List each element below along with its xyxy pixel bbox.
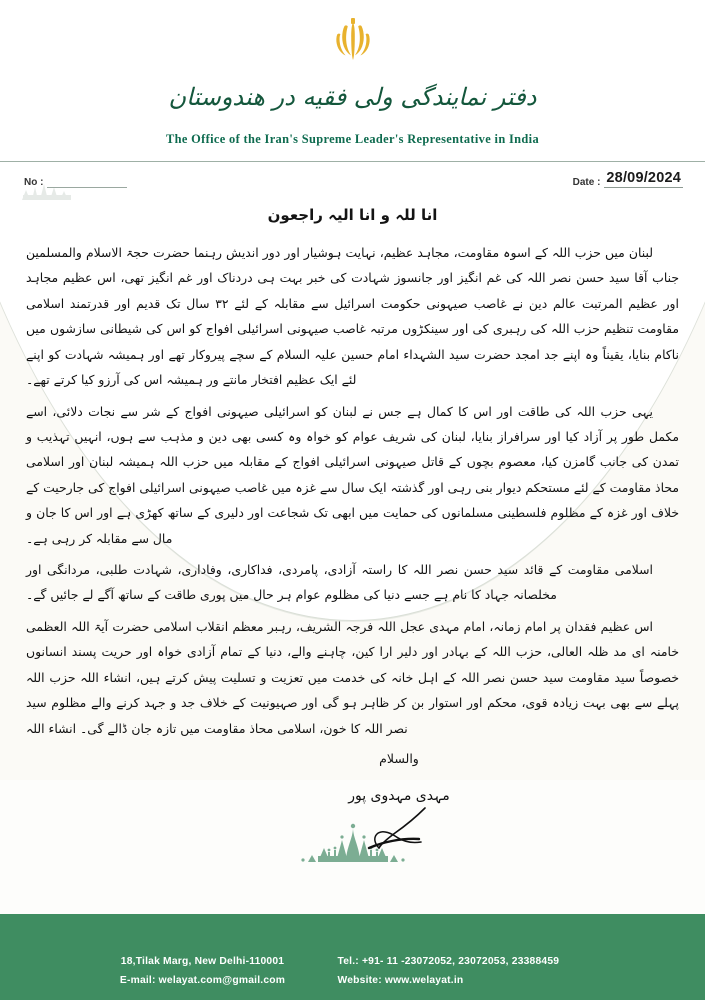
footer-contact-info xyxy=(0,956,705,986)
footer-address: 18,Tilak Marg, New Delhi-110001 xyxy=(120,956,285,967)
letterhead-header xyxy=(0,0,705,147)
invocation-line: انا للہ و انا الیہ راجعون xyxy=(267,206,438,224)
body-paragraph: لبنان میں حزب اللہ کے اسوہ مقاومت، مجاہد عظیم، نہایت ہوشیار اور دور اندیش رہنما حضرت حجۃ الاسلام والمسلمین جناب آقا سید حسن نصر اللہ کی غم انگیز اور جانسوز شہادت کی خبر بہت ہی دردناک اور غم انگیز تھی، اس عظیم مجاہد اور عظیم المرتبت عالم دین نے غاصب صیہونی حکومت اسرائیل سے مقابلہ کے لئے ۳۲ سال تک قدیم اور قدرتمند اسلامی مقاومت تنظیم حزب اللہ کی رہبری کی اور سینکڑوں مرتبہ غاصب صیہونی اسرائیلی افواج کو اس کی شیطانی سازشوں میں ناکام بنایا، یقیناً وہ اپنے جد امجد حضرت سید الشہداء امام حسین علیہ السلام کے سچے پیروکار تھے اور ہمیشہ شہادت کو اپنے لئے ایک عظیم افتخار مانتے ور ہمیشہ اس کی آرزو کیا کرتے تھے۔ xyxy=(26,245,679,388)
iran-emblem-icon xyxy=(332,16,374,64)
footer-website[interactable]: Website: www.welayat.in xyxy=(337,975,464,986)
footer-telephone: Tel.: +91- 11 -23072052, 23072053, 23388459 xyxy=(337,956,560,967)
footer-address-column xyxy=(68,956,338,986)
body-paragraph: اس عظیم فقدان پر امام زمانہ، امام مہدی عجل اللہ فرجہ الشریف، رہبر معظم انقلاب اسلامی حضرت آیۃ اللہ العظمی خامنہ ای مد ظلہ العالی، حزب اللہ کے بہادر اور دلیر ارا کین، چاہنے والے، دنیا کے تمام آزادی خواہ اور حریت پسند انسانوں خصوصاً سید مقاومت سید حسن نصر اللہ کے اہل خانہ کی خدمت میں تعزیت و تسلیت پیش کرتے ہیں، انشاء اللہ حزب اللہ پہلے سے بھی بہت زیادہ قوی، محکم اور استوار بن کر ظاہر ہو گی اور صہیونیت کے خلاف جد و جہد کرنے والے مظلوم سید نصر اللہ کا خون، اسلامی محاذ مقاومت میں تازہ جان ڈالے گی۔ انشاء اللہ xyxy=(26,618,679,736)
body-paragraph: یہی حزب اللہ کی طاقت اور اس کا کمال ہے جس نے لبنان کو اسرائیلی صیہونی افواج کے شر سے نجات دلائی، اسے مکمل طور پر آزاد کیا اور سرافراز بنایا، لبنان کی شریف عوام کو خواہ وہ کسی بھی دین و مذہب سے ہوں، انہیں تہذیب و تمدن کی جانب گامزن کیا، معصوم بچوں کے قاتل صیہونی اسرائیلی افواج کے مقابلہ میں حزب اللہ ہمیشہ لبنان اور اسلامی محاذ مقاومت کے لئے مستحکم دیوار بنی رہی اور گذشتہ ایک سال سے غزہ میں غاصب صیہونی اسرائیلی افواج کی جارحیت کے خلاف اور غزہ کے مظلوم فلسطینی مسلمانوں کی حمایت میں ابھی تک شجاعت اور دلیری کے ساتھ کھڑی ہے اور اس کا جان و مال سے مقابلہ کر رہی ہے۔ xyxy=(26,403,679,546)
reference-number-group xyxy=(24,176,127,188)
reference-number-field[interactable] xyxy=(47,176,127,188)
letter-body xyxy=(0,188,705,850)
english-office-title: The Office of the Iran's Supreme Leader's Representative in India xyxy=(166,132,539,146)
date-label: Date : xyxy=(572,177,601,188)
body-paragraph: اسلامی مقاومت کے قائد سید حسن نصر اللہ کا راستہ آزادی، پامردی، فداکاری، وفاداری، شہادت طلبی، مردانگی اور مخلصانہ جہاد کا نام ہے جسے دنیا کی مظلوم عوام ہر حال میں پوری طاقت کے ساتھ آگے لے جائیں گے۔ xyxy=(26,562,653,603)
reference-number-label: No : xyxy=(24,177,44,188)
reference-and-date-row xyxy=(0,162,705,188)
handwritten-signature xyxy=(339,806,459,850)
valediction-text: والسلام xyxy=(379,751,419,767)
signer-name: مہدی مہدوی پور xyxy=(348,788,450,805)
date-group xyxy=(573,170,683,188)
signature-block xyxy=(269,751,529,850)
footer-email[interactable]: E-mail: welayat.com@gmail.com xyxy=(119,975,286,986)
persian-office-title: دفتر نمایندگی ولی فقیه در هندوستان xyxy=(168,83,537,111)
date-value: 28/09/2024 xyxy=(606,170,681,186)
footer-contact-column xyxy=(338,956,638,986)
